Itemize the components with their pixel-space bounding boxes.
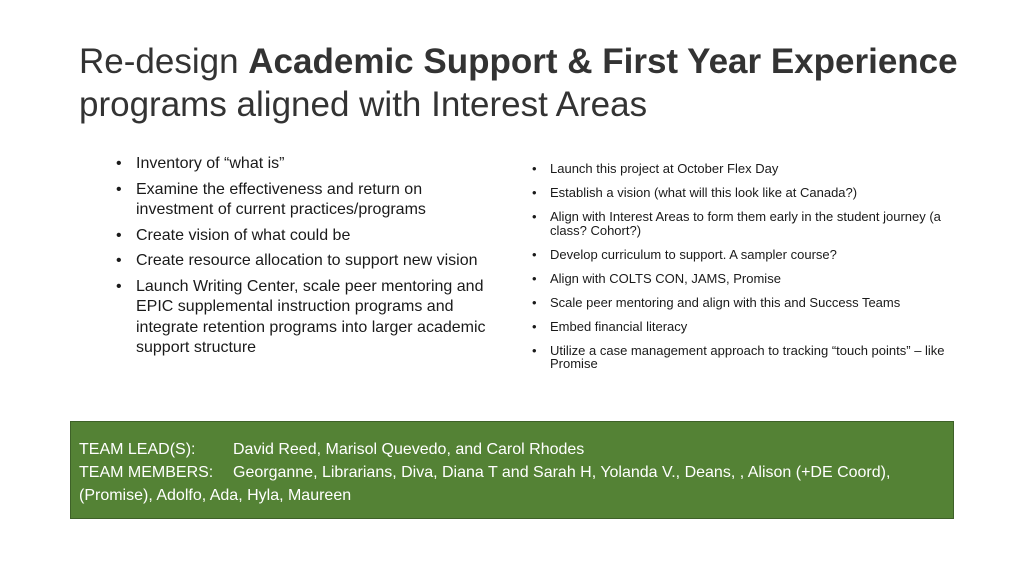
list-item-text: Utilize a case management approach to tracking “touch points” – like Promise (550, 342, 945, 371)
team-members-continued: (Promise), Adolfo, Ada, Hyla, Maureen (79, 487, 352, 504)
bullet-icon: • (116, 155, 122, 172)
list-item (116, 226, 496, 247)
list-item (532, 210, 952, 237)
team-info-box (70, 421, 954, 519)
team-lead-label: TEAM LEAD(S): (79, 441, 196, 458)
list-item-text: Scale peer mentoring and align with this and Success Teams (550, 294, 901, 310)
list-item (116, 180, 496, 221)
title-emphasis: Academic Support & First Year Experience (248, 42, 958, 81)
list-item (532, 248, 952, 262)
list-item (532, 296, 952, 310)
list-item (532, 186, 952, 200)
list-item (532, 344, 952, 371)
team-members-row (79, 461, 945, 484)
list-item (116, 154, 496, 175)
list-item (116, 251, 496, 272)
bullet-icon: • (532, 246, 537, 262)
list-item (532, 272, 952, 286)
title-suffix: programs aligned with Interest Areas (79, 85, 648, 124)
list-item-text: Align with COLTS CON, JAMS, Promise (550, 270, 781, 286)
list-item-text: Establish a vision (what will this look like at Canada?) (550, 185, 858, 200)
list-item (532, 162, 952, 176)
team-members-names: Georganne, Librarians, Diva, Diana T and Sarah H, Yolanda V., Deans, , Alison (+DE Coord), (233, 464, 891, 481)
right-bullet-list (532, 162, 952, 381)
bullet-icon: • (532, 342, 537, 358)
title-prefix: Re-design (79, 42, 249, 81)
team-lead-names: David Reed, Marisol Quevedo, and Carol Rhodes (233, 441, 585, 458)
slide-title (79, 40, 979, 126)
bullet-icon: • (116, 226, 122, 244)
list-item-text: Launch Writing Center, scale peer mentoring and EPIC supplemental instruction programs and integrate retention programs into larger academic support structure (136, 277, 486, 356)
team-members-label: TEAM MEMBERS: (79, 464, 214, 481)
list-item-text: Align with Interest Areas to form them early in the student journey (a class? Cohort?) (550, 209, 941, 238)
list-item-text: Develop curriculum to support. A sampler course? (550, 246, 837, 262)
bullet-icon: • (532, 161, 537, 176)
team-lead-row (79, 438, 945, 461)
left-bullet-list (116, 154, 496, 364)
list-item-text: Launch this project at October Flex Day (550, 161, 779, 176)
list-item (116, 277, 496, 359)
list-item-text: Examine the effectiveness and return on investment of current practices/programs (136, 180, 426, 218)
bullet-icon: • (532, 294, 537, 310)
list-item (532, 320, 952, 334)
bullet-icon: • (116, 252, 122, 269)
bullet-icon: • (116, 277, 122, 295)
bullet-icon: • (116, 180, 122, 198)
list-item-text: Create resource allocation to support new vision (136, 252, 478, 269)
bullet-icon: • (532, 209, 537, 224)
bullet-icon: • (532, 318, 537, 334)
list-item-text: Inventory of “what is” (136, 155, 285, 172)
bullet-icon: • (532, 270, 537, 286)
list-item-text: Create vision of what could be (136, 226, 351, 244)
bullet-icon: • (532, 185, 537, 200)
list-item-text: Embed financial literacy (550, 318, 688, 334)
